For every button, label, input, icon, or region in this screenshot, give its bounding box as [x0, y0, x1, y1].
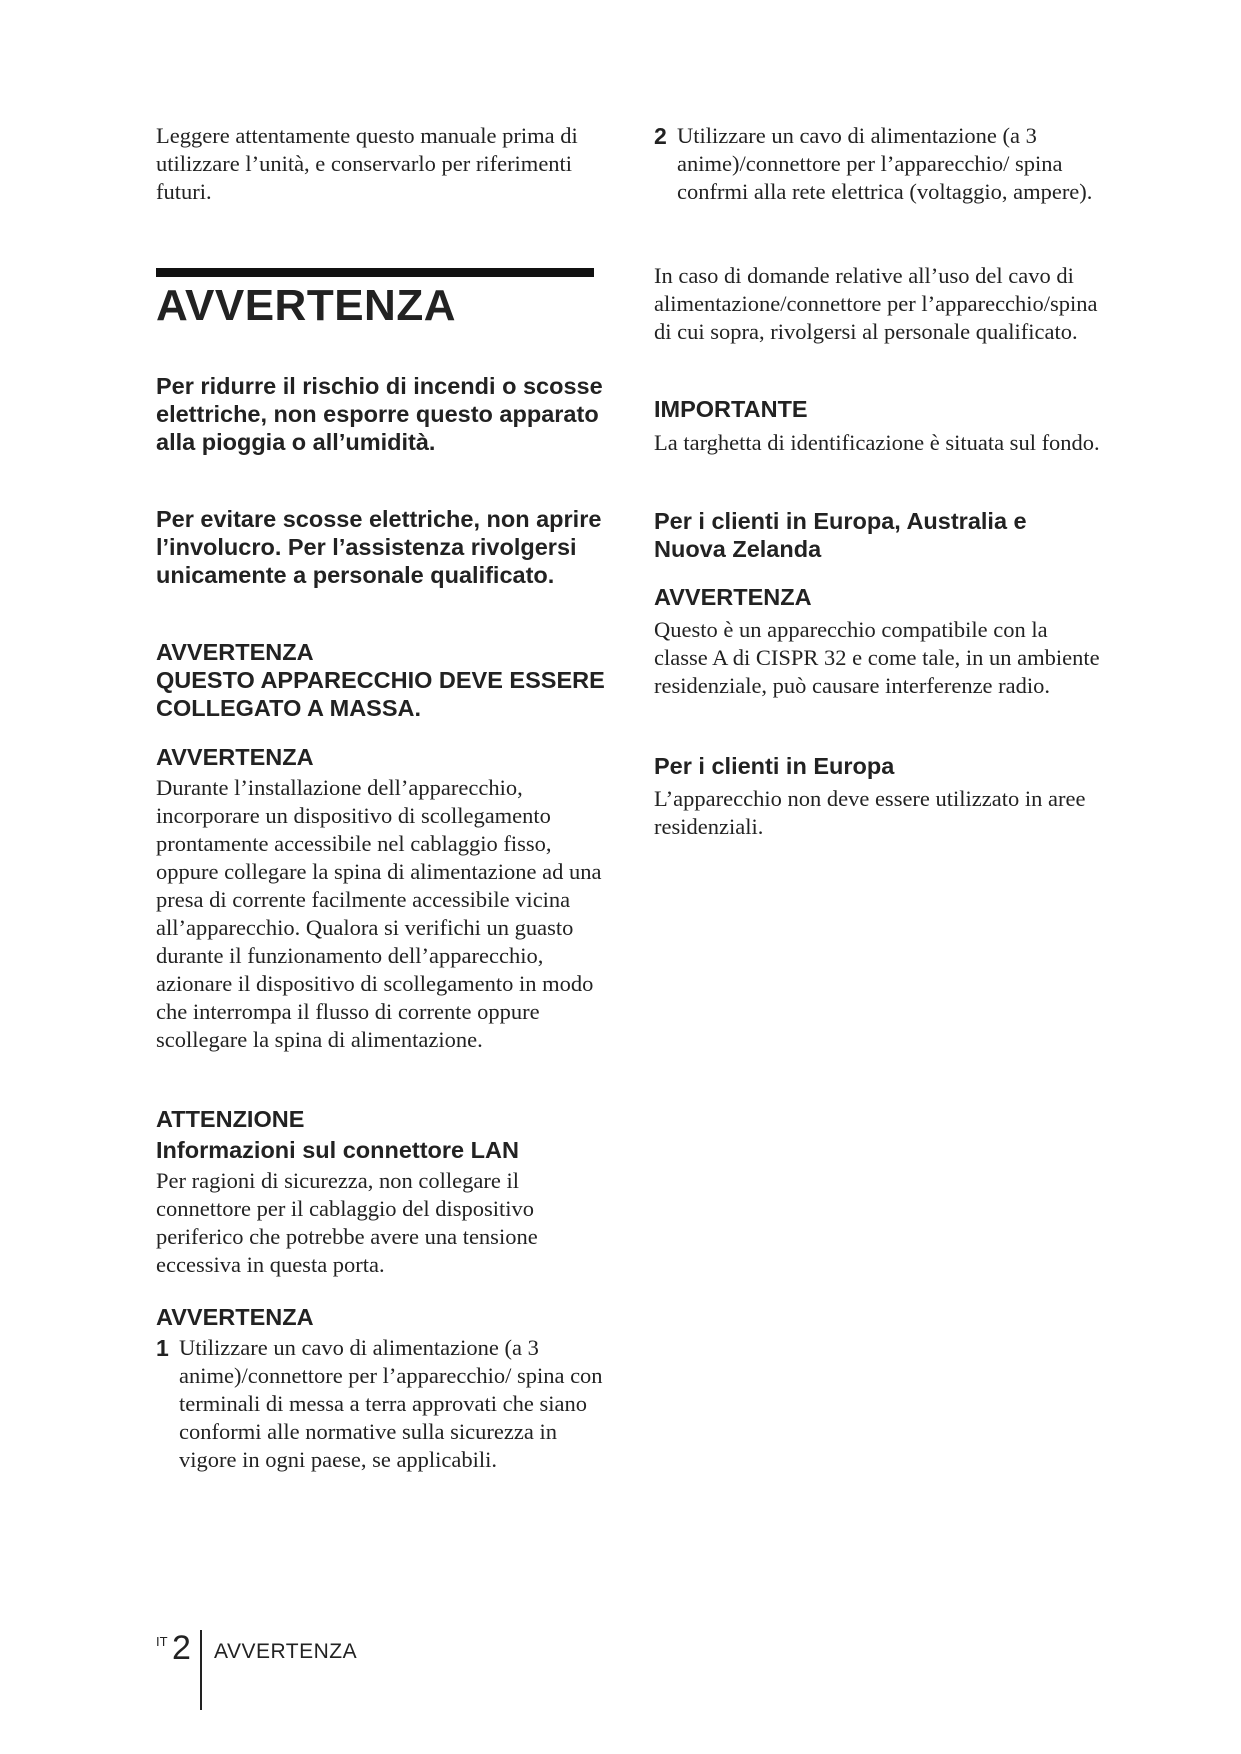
section-title: AVVERTENZA [156, 281, 456, 330]
power-cable-item-1 [156, 1334, 606, 1474]
ground-warning-text: QUESTO APPARECCHIO DEVE ESSERE COLLEGATO A MASSA. [156, 667, 605, 721]
footer-section-label: AVVERTENZA [214, 1640, 358, 1663]
warning-fire-humidity: Per ridurre il rischio di incendi o scosse elettriche, non esporre questo apparato alla pioggia o all’umidità. [156, 373, 603, 455]
install-warning-heading: AVVERTENZA [156, 744, 314, 770]
cispr-warning-text: Questo è un apparecchio compatibile con la classe A di CISPR 32 e come tale, in un ambiente residenziale, può causare interferenze radio. [654, 617, 1100, 698]
important-text: La targhetta di identificazione è situata sul fondo. [654, 430, 1100, 455]
eu-au-nz-heading: Per i clienti in Europa, Australia e Nuova Zelanda [654, 508, 1027, 562]
lan-connector-subheading: Informazioni sul connettore LAN [156, 1137, 519, 1163]
eu-customers-heading: Per i clienti in Europa [654, 753, 895, 779]
power-cable-warning-heading: AVVERTENZA [156, 1304, 314, 1330]
lan-caution-heading: ATTENZIONE [156, 1106, 305, 1132]
footer-divider [200, 1630, 202, 1710]
ground-warning-heading: AVVERTENZA [156, 639, 314, 665]
item-text: Utilizzare un cavo di alimentazione (a 3 anime)/connettore per l’apparecchio/ spina confrmi alla rete elettrica (voltaggio, ampere). [677, 123, 1093, 204]
intro-paragraph: Leggere attentamente questo manuale prima di utilizzare l’unità, e conservarlo per riferimenti futuri. [156, 123, 578, 204]
important-heading: IMPORTANTE [654, 396, 808, 422]
cispr-warning-heading: AVVERTENZA [654, 584, 812, 610]
install-warning-text: Durante l’installazione dell’apparecchio, incorporare un dispositivo di scollegamento prontamente accessibile nel cablaggio fisso, oppure collegare la spina di alimentazione ad una presa di corrente facilmente accessibile vicina all’apparecchio. Qualora si verifichi un guasto durante il funzionamento dell’apparecchio, azionare il dispositivo di scollegamento in modo che interrompa il flusso di corrente oppure scollegare la spina di alimentazione. [156, 775, 602, 1052]
warning-electric-shock: Per evitare scosse elettriche, non aprire l’involucro. Per l’assistenza rivolgersi unicamente a personale qualificato. [156, 506, 602, 588]
section-rule [156, 268, 594, 277]
eu-customers-text: L’apparecchio non deve essere utilizzato in aree residenziali. [654, 786, 1086, 839]
lan-connector-text: Per ragioni di sicurezza, non collegare il connettore per il cablaggio del dispositivo periferico che potrebbe avere una tensione eccessiva in questa porta. [156, 1168, 538, 1277]
cable-questions-paragraph: In caso di domande relative all’uso del cavo di alimentazione/connettore per l’apparecchio/spina di cui sopra, rivolgersi al personale qualificato. [654, 263, 1098, 344]
item-number: 1 [156, 1335, 169, 1361]
page-number: 2 [172, 1629, 191, 1667]
item-number: 2 [654, 123, 667, 149]
language-code: IT [156, 1634, 168, 1649]
item-text: Utilizzare un cavo di alimentazione (a 3 anime)/connettore per l’apparecchio/ spina con terminali di messa a terra approvati che siano conformi alle normative sulla sicurezza in vigore in ogni paese, se applicabili. [179, 1335, 603, 1472]
power-cable-item-2 [654, 122, 1104, 206]
